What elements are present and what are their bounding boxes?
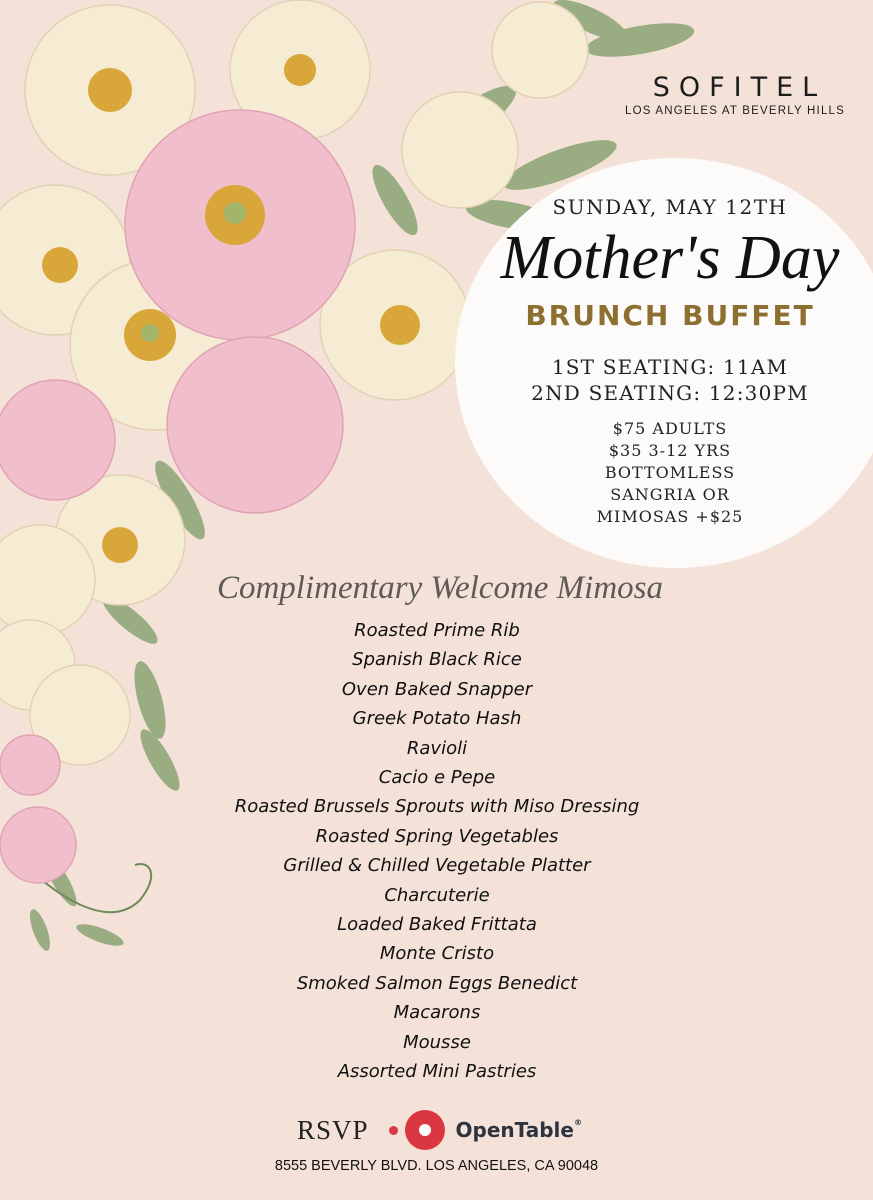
menu-item: Loaded Baked Frittata	[337, 914, 537, 936]
brand-name: SOFITEL	[652, 72, 827, 103]
price-children: $35 3-12 YRS	[608, 441, 732, 460]
price-bottomless: BOTTOMLESS	[604, 463, 736, 482]
address: 8555 BEVERLY BLVD. LOS ANGELES, CA 90048	[274, 1158, 599, 1174]
welcome-mimosa: Complimentary Welcome Mimosa	[216, 570, 664, 606]
menu-item: Greek Potato Hash	[352, 708, 522, 730]
menu-item: Grilled & Chilled Vegetable Platter	[283, 855, 591, 877]
menu-item: Spanish Black Rice	[352, 649, 522, 671]
opentable-logo-icon	[405, 1110, 445, 1150]
seating-second: 2ND SEATING: 12:30PM	[531, 381, 809, 405]
menu-item: Macarons	[393, 1002, 481, 1024]
seating-first: 1ST SEATING: 11AM	[551, 355, 789, 379]
price-adults: $75 ADULTS	[612, 419, 728, 438]
menu-item: Roasted Brussels Sprouts with Miso Dressing	[234, 796, 640, 818]
menu-list	[140, 616, 734, 1087]
menu-item: Cacio e Pepe	[378, 767, 496, 789]
menu-item: Mousse	[403, 1031, 471, 1053]
event-date: SUNDAY, MAY 12TH	[552, 195, 788, 219]
menu-item: Assorted Mini Pastries	[337, 1061, 537, 1083]
rsvp-row[interactable]	[297, 1110, 582, 1150]
menu-item: Roasted Prime Rib	[354, 620, 520, 641]
event-subtitle: BRUNCH BUFFET	[525, 299, 815, 332]
menu-item: Charcuterie	[384, 884, 490, 906]
seatings	[470, 354, 870, 406]
menu-item: Smoked Salmon Eggs Benedict	[296, 972, 578, 994]
sofitel-logo	[615, 72, 855, 117]
rsvp-label: RSVP	[297, 1114, 369, 1145]
menu-item: Roasted Spring Vegetables	[315, 825, 559, 847]
registered-mark: ®	[573, 1118, 582, 1127]
menu-item: Oven Baked Snapper	[341, 678, 533, 700]
opentable-dot-icon	[389, 1126, 398, 1135]
opentable-link[interactable]	[456, 1118, 582, 1142]
menu-item: Ravioli	[406, 737, 468, 759]
event-title: Mother's Day	[500, 224, 840, 292]
brand-location: LOS ANGELES AT BEVERLY HILLS	[624, 105, 846, 117]
opentable-name: OpenTable	[455, 1118, 574, 1142]
price-list	[470, 418, 870, 528]
price-sangria: SANGRIA OR	[610, 485, 730, 504]
price-mimosas: MIMOSAS +$25	[596, 507, 744, 526]
event-info	[470, 195, 870, 528]
menu-item: Monte Cristo	[379, 943, 495, 965]
